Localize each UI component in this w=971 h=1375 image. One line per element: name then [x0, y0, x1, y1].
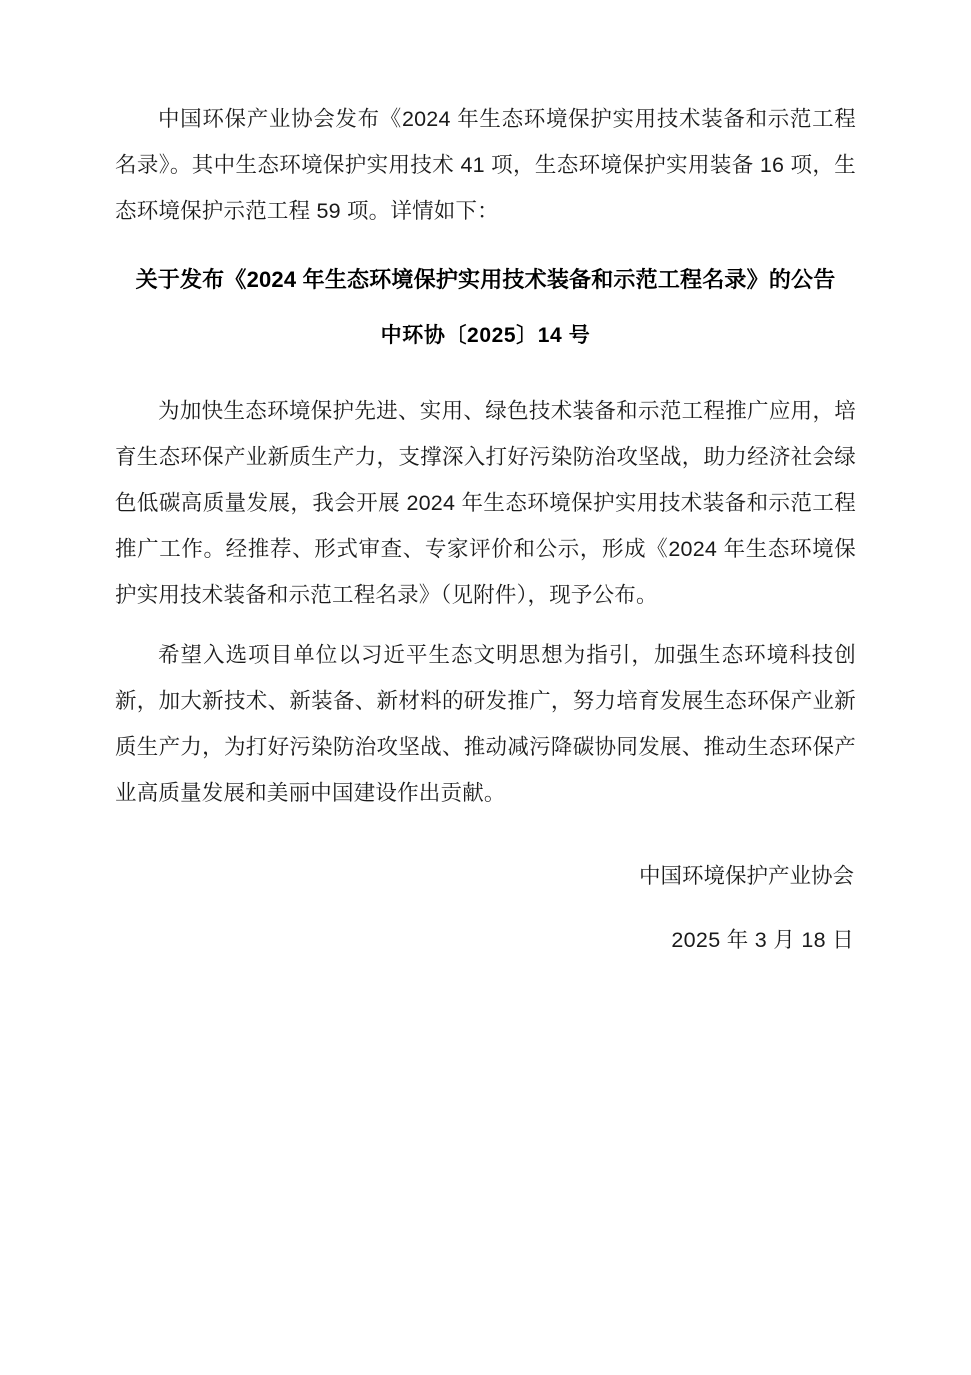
document-number: 中环协〔2025〕14 号 — [380, 324, 591, 347]
body-paragraph-2: 希望入选项目单位以习近平生态文明思想为指引，加强生态环境科技创新，加大新技术、新装备、新材料的研发推广，努力培育发展生态环保产业新质生产力，为打好污染防治攻坚战、推动减污降碳协同发展、推动生态环保产业高质量发展和美丽中国建设作出贡献。 — [115, 643, 856, 805]
signature-organization: 中国环境保护产业协会 — [638, 864, 854, 888]
intro-paragraph: 中国环保产业协会发布《2024 年生态环境保护实用技术装备和示范工程名录》。其中生态环境保护实用技术 41 项，生态环境保护实用装备 16 项，生态环境保护示范工程 59 项。详情如下： — [115, 107, 856, 223]
page-title: 关于发布《2024 年生态环境保护实用技术装备和示范工程名录》的公告 — [135, 267, 836, 292]
body-paragraph-1: 为加快生态环境保护先进、实用、绿色技术装备和示范工程推广应用，培育生态环保产业新质生产力，支撑深入打好污染防治攻坚战，助力经济社会绿色低碳高质量发展，我会开展 2024 年生态环境保护实用技术装备和示范工程推广工作。经推荐、形式审查、专家评价和公示，形成《2024 年生态环境保护实用技术装备和示范工程名录》（见附件），现予公布。 — [115, 399, 856, 607]
document-content — [115, 96, 856, 960]
spacer-before-date — [115, 896, 856, 920]
signature-date: 2025 年 3 月 18 日 — [671, 928, 854, 952]
spacer-between-paragraphs — [115, 618, 856, 632]
spacer-after-intro — [115, 234, 856, 260]
spacer-after-title — [115, 300, 856, 316]
spacer-before-signature — [115, 816, 856, 856]
spacer-after-doc-number — [115, 356, 856, 388]
